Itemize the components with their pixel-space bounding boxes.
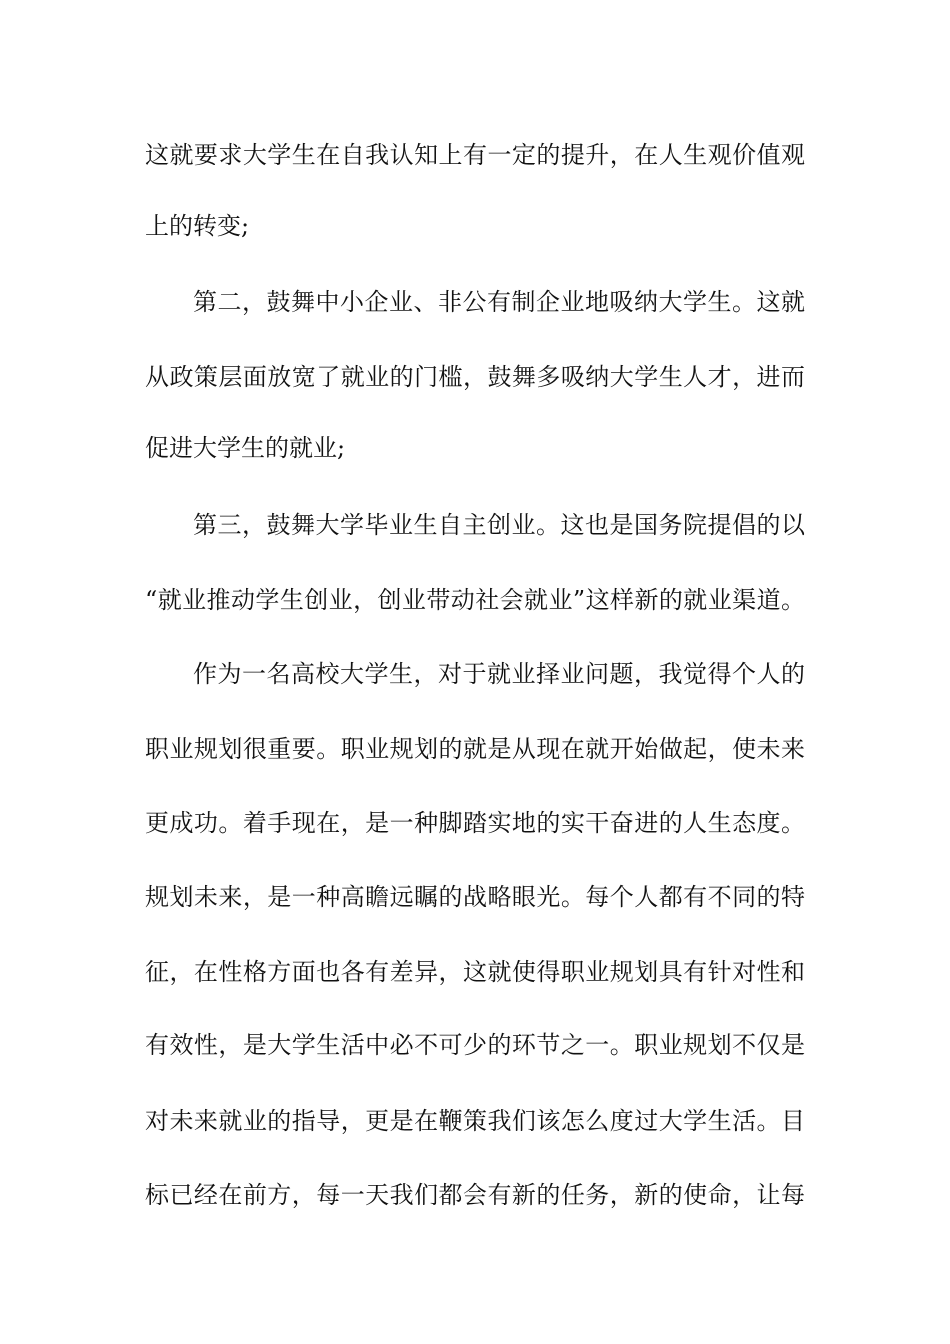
text-line: 对未来就业的指导，更是在鞭策我们该怎么度过大学生活。目 — [145, 1107, 805, 1135]
text-line: 规划未来，是一种高瞻远瞩的战略眼光。每个人都有不同的特 — [145, 883, 805, 911]
text-line: 从政策层面放宽了就业的门槛，鼓舞多吸纳大学生人才，进而 — [145, 363, 805, 391]
text-line: 有效性，是大学生活中必不可少的环节之一。职业规划不仅是 — [145, 1031, 805, 1059]
paragraph-first-line: 作为一名高校大学生，对于就业择业问题，我觉得个人的 — [193, 660, 805, 688]
text-line: 促进大学生的就业; — [145, 434, 346, 462]
text-line: 上的转变; — [145, 212, 250, 240]
text-line: 职业规划很重要。职业规划的就是从现在就开始做起，使未来 — [145, 735, 805, 763]
paragraph-first-line: 第三，鼓舞大学毕业生自主创业。这也是国务院提倡的以 — [193, 511, 805, 539]
paragraph-first-line: 第二，鼓舞中小企业、非公有制企业地吸纳大学生。这就 — [193, 288, 805, 316]
text-line: 征，在性格方面也各有差异，这就使得职业规划具有针对性和 — [145, 958, 805, 986]
text-line: 更成功。着手现在，是一种脚踏实地的实干奋进的人生态度。 — [145, 809, 805, 837]
text-line: 这就要求大学生在自我认知上有一定的提升，在人生观价值观 — [145, 141, 805, 169]
text-line: 标已经在前方，每一天我们都会有新的任务，新的使命，让每 — [145, 1181, 805, 1209]
text-line: “就业推动学生创业，创业带动社会就业”这样新的就业渠道。 — [145, 586, 805, 614]
